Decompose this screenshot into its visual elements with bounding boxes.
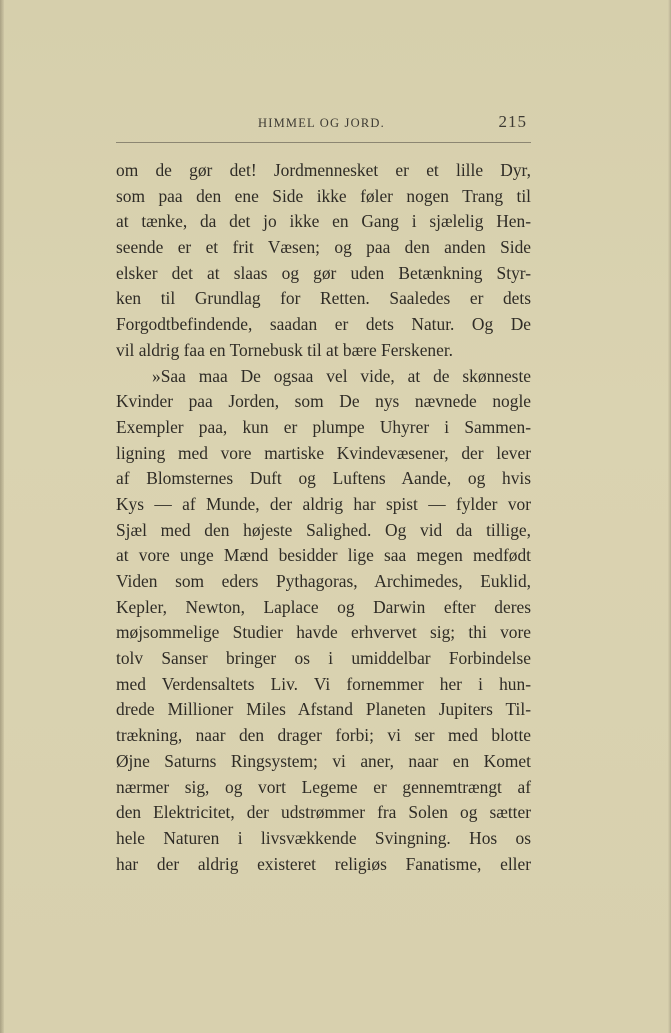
text-line: Øjne Saturns Ringsystem; vi aner, naar en Komet xyxy=(116,750,531,771)
text-line: hele Naturen i livsvækkende Svingning. Hos os xyxy=(116,827,531,848)
text-line: elsker det at slaas og gør uden Betænkning Styr- xyxy=(116,262,531,283)
header-rule xyxy=(116,142,531,143)
page-number: 215 xyxy=(498,112,527,131)
text-line: at tænke, da det jo ikke en Gang i sjælelig Hen- xyxy=(116,211,531,232)
text-line: Kvinder paa Jorden, som De nys nævnede nogle xyxy=(116,391,531,412)
page-left-edge xyxy=(0,0,4,1033)
text-line: den Elektricitet, der udstrømmer fra Solen og sætter xyxy=(116,802,531,823)
text-line: ken til Grundlag for Retten. Saaledes er dets xyxy=(116,288,531,309)
text-line: Kys — af Munde, der aldrig har spist — fylder vor xyxy=(116,493,531,514)
text-line: Exempler paa, kun er plumpe Uhyrer i Sammen- xyxy=(116,416,531,437)
text-line: som paa den ene Side ikke føler nogen Trang til xyxy=(116,185,531,206)
running-head: HIMMEL OG JORD. xyxy=(258,116,385,130)
text-line: Sjæl med den højeste Salighed. Og vid da tillige, xyxy=(116,519,531,540)
text-line: ligning med vore martiske Kvindevæsener, der lever xyxy=(116,442,531,463)
text-line: drede Millioner Miles Afstand Planeten Jupiters Til- xyxy=(116,699,531,720)
text-line: seende er et frit Væsen; og paa den anden Side xyxy=(116,237,531,258)
text-line: møjsommelige Studier havde erhvervet sig; thi vore xyxy=(116,622,531,643)
text-line: Kepler, Newton, Laplace og Darwin efter deres xyxy=(116,596,531,617)
page-header xyxy=(116,112,531,138)
text-line: vil aldrig faa en Tornebusk til at bære Ferskener. xyxy=(116,339,454,360)
text-line: tolv Sanser bringer os i umiddelbar Forbindelse xyxy=(116,648,531,669)
text-line: at vore unge Mænd besidder lige saa megen medfødt xyxy=(116,545,531,566)
text-line: Viden som eders Pythagoras, Archimedes, Euklid, xyxy=(116,571,531,591)
text-line: af Blomsternes Duft og Luftens Aande, og hvis xyxy=(116,468,531,489)
text-line: »Saa maa De ogsaa vel vide, at de skønneste xyxy=(152,365,531,386)
text-line: Forgodtbefindende, saadan er dets Natur. Og De xyxy=(116,314,531,335)
text-line: med Verdensaltets Liv. Vi fornemmer her i hun- xyxy=(116,673,531,694)
text-line: trækning, naar den drager forbi; vi ser med blotte xyxy=(116,725,531,746)
text-line: om de gør det! Jordmennesket er et lille Dyr, xyxy=(116,160,531,180)
text-line: har der aldrig existeret religiøs Fanatisme, eller xyxy=(116,853,531,874)
body-text xyxy=(116,158,531,877)
text-line: nærmer sig, og vort Legeme er gennemtrængt af xyxy=(116,776,531,797)
